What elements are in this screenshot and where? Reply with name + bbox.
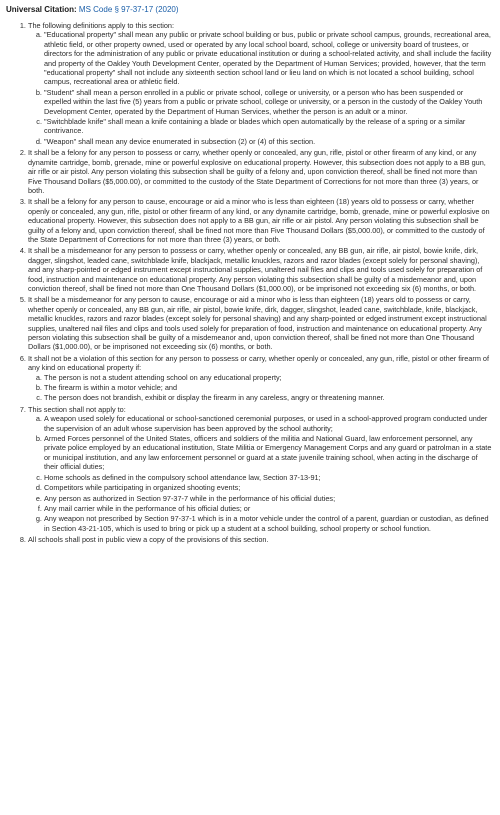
subsection-item: c. The person does not brandish, exhibit or display the firearm in any careless, angry or threatening manner.: [44, 393, 492, 402]
section-2: [28, 148, 492, 195]
section-text: It shall be a felony for any person to cause, encourage or aid a minor who is less than eighteen (18) years old to possess or carry, whether openly or concealed, any gun, rifle, pistol or other firearm of any kind, or any dynamite cartridge, bomb, grenade, mine or powerful explosive on educational property. However, this subsection does not apply to a BB gun, air rifle or air pistol. Any person violating this subsection shall be guilty of a felony and, upon conviction thereof, shall be fined not more than Five Thousand Dollars ($5,000.00), or committed to the custody of the State Department of Corrections for not more than three (3) years, or both.: [28, 197, 490, 244]
section-1: [28, 21, 492, 146]
section-text: The following definitions apply to this section:: [28, 21, 175, 30]
sections-list: [6, 21, 492, 545]
section-4: [28, 246, 492, 293]
subsection-item: c. Home schools as defined in the compulsory school attendance law, Section 37-13-91;: [44, 473, 492, 482]
section-text: All schools shall post in public view a copy of the provisions of this section.: [28, 535, 269, 545]
citation-label: Universal Citation:: [6, 5, 77, 14]
section-7: [28, 405, 492, 533]
section-6: [28, 354, 492, 403]
section-text: This section shall not apply to:: [28, 404, 126, 414]
section-5: [28, 295, 492, 351]
subsection-item: g. Any weapon not prescribed by Section 97-37-1 which is in a motor vehicle under the control of a parent, guardian or custodian, as defined in Section 43-21-105, which is used to bring or pick up a student at a school building, school property or school function.: [44, 514, 492, 533]
subsection-item: b. The firearm is within a motor vehicle; and: [44, 383, 492, 392]
subsection-item: b. "Student" shall mean a person enrolled in a public or private school, college or university, or a person who has been suspended or expelled within the last five (5) years from a public or private school, college or university, or a person in the custody of the Oakley Youth Development Center, operated by the Department of Human Services, whether the person is an adult or a minor.: [44, 88, 492, 116]
subsection-item: a. A weapon used solely for educational or school-sanctioned ceremonial purposes, or used in a school-approved program conducted under the supervision of an adult whose supervision has been approved by the school authority;: [44, 414, 492, 433]
section-text: It shall be a misdemeanor for any person to possess or carry, whether openly or concealed, any BB gun, air rifle, air pistol, bowie knife, dirk, dagger, slingshot, leaded cane, switchblade knife, blackjack, metallic knuckles, razors and razor blades (except solely for personal shaving), and any sharp-pointed or edged instrument except instructional supplies, unaltered nail files and clips and tools used solely for preparation of food, instruction and maintenance on educational property. Any person violating this subsection shall be guilty of a misdemeanor and, upon conviction thereof, shall be fined not more than One Thousand Dollars ($1,000.00), or be imprisoned not exceeding six (6) months, or both.: [28, 246, 483, 293]
subsection-list: [28, 414, 492, 533]
subsection-list: [28, 30, 492, 146]
subsection-list: [28, 373, 492, 403]
subsection-item: d. Competitors while participating in organized shooting events;: [44, 483, 492, 492]
subsection-item: a. "Educational property" shall mean any public or private school building or bus, public or private school campus, grounds, recreational area, athletic field, or other property owned, used or operated by any local school board, school, college or university board of trustees, or directors for the administration of any public or private educational institution or during a school-related activity, and shall include the facility and property of the Oakley Youth Development Center, operated by the Department of Human Services; provided, however, that the term "educational property" shall not include any sixteenth section school land or lieu land on which is not located a school building, school campus, recreational area or athletic field.: [44, 30, 492, 86]
section-text: It shall not be a violation of this section for any person to possess or carry, whether openly or concealed, any gun, rifle, pistol or other firearm of any kind on educational property if:: [28, 353, 490, 373]
section-text: It shall be a felony for any person to possess or carry, whether openly or concealed, any gun, rifle, pistol or other firearm of any kind, or any dynamite cartridge, bomb, grenade, mine or powerful explosive on educational property. However, this subsection does not apply to a BB gun, air rifle or air pistol. Any person violating this subsection shall be guilty of a felony and, upon conviction thereof, shall be fined not more than Five Thousand Dollars ($5,000.00), or committed to the custody of the State Department of Corrections for not more than three (3) years, or both.: [28, 148, 486, 195]
subsection-item: e. Any person as authorized in Section 97-37-7 while in the performance of his official duties;: [44, 494, 492, 503]
section-text: It shall be a misdemeanor for any person to cause, encourage or aid a minor who is less than eighteen (18) years old to possess or carry, whether openly or concealed, any BB gun, air rifle, air pistol, bowie knife, dirk, dagger, slingshot, leaded cane, switchblade, knife, blackjack, metallic knuckles, razors and razor blades (except solely for personal shaving) and any sharp-pointed or edged instrument except instructional supplies, unaltered nail files and clips and tools used solely for preparation of food, instruction and maintenance on educational property. Any person violating this subsection shall be guilty of a misdemeanor and, upon conviction thereof, shall be fined not more than One Thousand Dollars ($1,000.00), or be imprisoned not exceeding six (6) months, or both.: [28, 295, 487, 352]
universal-citation: [6, 5, 492, 15]
subsection-item: c. "Switchblade knife" shall mean a knife containing a blade or blades which open automatically by the release of a spring or a similar contrivance.: [44, 117, 492, 136]
subsection-item: d. "Weapon" shall mean any device enumerated in subsection (2) or (4) of this section.: [44, 137, 492, 146]
subsection-item: f. Any mail carrier while in the performance of his official duties; or: [44, 504, 492, 513]
citation-link[interactable]: MS Code § 97-37-17 (2020): [78, 5, 179, 14]
section-8: [28, 535, 492, 544]
section-3: [28, 197, 492, 244]
subsection-item: b. Armed Forces personnel of the United States, officers and soldiers of the militia and National Guard, law enforcement personnel, any private police employed by an educational institution, State Militia or Emergency Management Corps and any guard or patrolman in a state or municipal institution, and any law enforcement personnel or guard at a state juvenile training school, when acting in the discharge of their official duties;: [44, 434, 492, 472]
subsection-item: a. The person is not a student attending school on any educational property;: [44, 373, 492, 382]
